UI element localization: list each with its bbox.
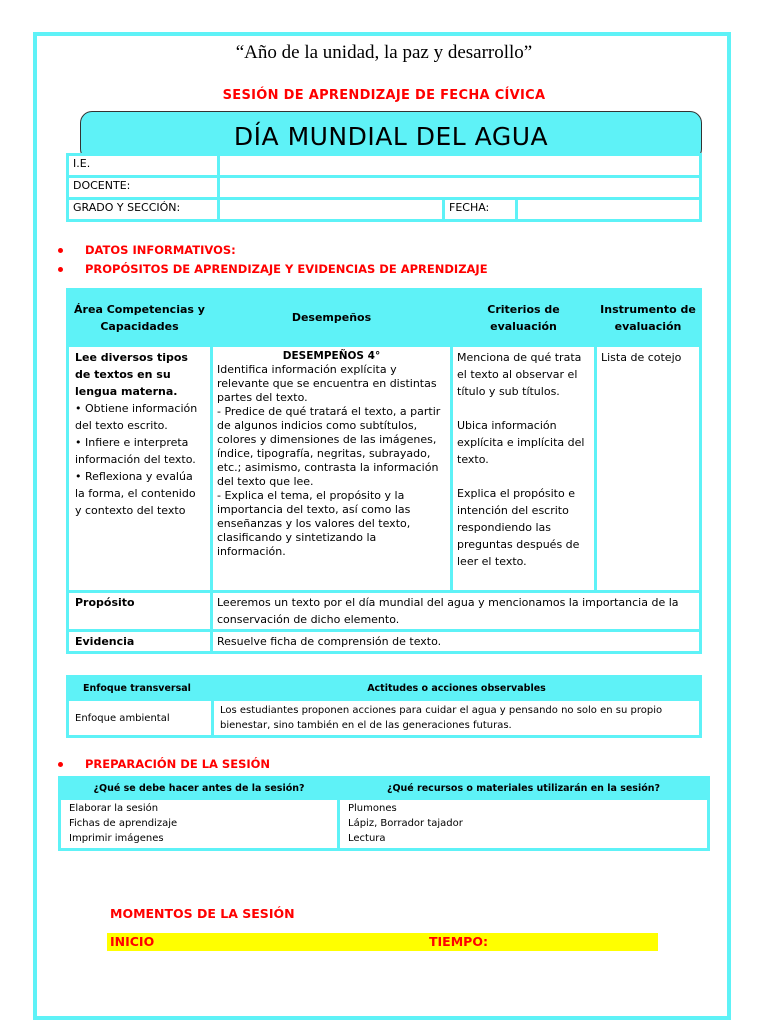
antes-item: Fichas de aprendizaje <box>69 818 178 829</box>
capacidad-item: • Obtiene información del texto escrito. <box>75 402 198 432</box>
inicio-label: INICIO <box>110 934 155 949</box>
actitudes-header: Actitudes o acciones observables <box>213 677 701 700</box>
enfoque-header: Enfoque transversal <box>68 677 213 700</box>
antes-cell <box>60 799 339 850</box>
recurso-item: Plumones <box>348 803 397 814</box>
header-area: Área Competencias y Capacidades <box>68 290 212 346</box>
fecha-label: FECHA: <box>444 199 517 221</box>
header-instrumento: Instrumento de evaluación <box>596 290 701 346</box>
grado-label: GRADO Y SECCIÓN: <box>68 199 219 221</box>
competencia-title: Lee diversos tipos de textos en su lengua materna. <box>75 351 188 398</box>
header-desempenos: Desempeños <box>212 290 452 346</box>
proposito-text: Leeremos un texto por el día mundial del agua y mencionamos la importancia de la conservación de dicho elemento. <box>212 592 701 631</box>
proposito-label: Propósito <box>68 592 212 631</box>
enfoque-table <box>66 675 702 738</box>
desempenos-title: DESEMPEÑOS 4° <box>282 350 381 362</box>
section-propositos: PROPÓSITOS DE APRENDIZAJE Y EVIDENCIAS DE APRENDIZAJE <box>58 262 488 276</box>
preparacion-table <box>58 776 710 851</box>
year-motto: “Año de la unidad, la paz y desarrollo” <box>235 42 533 63</box>
evidencia-text: Resuelve ficha de comprensión de texto. <box>212 631 701 653</box>
antes-item: Imprimir imágenes <box>69 833 164 844</box>
actitudes-value: Los estudiantes proponen acciones para cuidar el agua y pensando no solo en su propio bienestar, sino también en el de las generaciones futuras. <box>213 700 701 737</box>
docente-value <box>219 177 701 199</box>
criterio-item: Menciona de qué trata el texto al observar el título y sub títulos. <box>457 351 582 398</box>
capacidad-item: • Infiere e interpreta información del texto. <box>75 436 196 466</box>
desempeno-item: - Explica el tema, el propósito y la importancia del texto, así como las enseñanzas y los valores del texto, clasificando y sintetizando la información. <box>217 489 411 558</box>
ie-label: I.E. <box>68 155 219 177</box>
ie-value <box>219 155 701 177</box>
section-datos: DATOS INFORMATIVOS: <box>58 243 236 257</box>
criterio-item: Explica el propósito e intención del escrito respondiendo las preguntas después de leer el texto. <box>457 487 580 568</box>
antes-item: Elaborar la sesión <box>69 803 159 814</box>
recursos-cell <box>339 799 709 850</box>
fecha-value <box>517 199 701 221</box>
propositos-table <box>66 288 702 654</box>
criterio-item: Ubica información explícita e implícita del texto. <box>457 419 585 466</box>
info-table <box>66 153 702 222</box>
tiempo-label: TIEMPO: <box>429 934 488 949</box>
antes-header: ¿Qué se debe hacer antes de la sesión? <box>60 778 339 799</box>
recurso-item: Lectura <box>348 833 386 844</box>
session-title: SESIÓN DE APRENDIZAJE DE FECHA CÍVICA <box>222 88 546 103</box>
section-preparacion: PREPARACIÓN DE LA SESIÓN <box>58 757 270 771</box>
desempeno-item: Identifica información explícita y relevante que se encuentra en distintas partes del texto. <box>217 363 437 404</box>
header-criterios: Criterios de evaluación <box>452 290 596 346</box>
momentos-title: MOMENTOS DE LA SESIÓN <box>110 906 295 921</box>
grado-value <box>219 199 444 221</box>
evidencia-label: Evidencia <box>68 631 212 653</box>
bullet-icon <box>58 248 63 253</box>
docente-label: DOCENTE: <box>68 177 219 199</box>
bullet-icon <box>58 267 63 272</box>
banner-title: DÍA MUNDIAL DEL AGUA <box>80 111 702 161</box>
capacidad-item: • Reflexiona y evalúa la forma, el contenido y contexto del texto <box>75 470 196 517</box>
inicio-bar <box>107 933 658 951</box>
bullet-icon <box>58 762 63 767</box>
instrumento-cell: Lista de cotejo <box>596 346 701 592</box>
recurso-item: Lápiz, Borrador tajador <box>348 818 463 829</box>
recursos-header: ¿Qué recursos o materiales utilizarán en la sesión? <box>339 778 709 799</box>
competencia-cell <box>68 346 212 592</box>
desempenos-cell <box>212 346 452 592</box>
desempeno-item: - Predice de qué tratará el texto, a partir de algunos indicios como subtítulos, colores y dimensiones de las imágenes, índice, tipografía, negritas, subrayado, etc.; asimismo, contrasta la información del texto que lee. <box>217 405 441 488</box>
enfoque-value: Enfoque ambiental <box>68 700 213 737</box>
criterios-cell <box>452 346 596 592</box>
